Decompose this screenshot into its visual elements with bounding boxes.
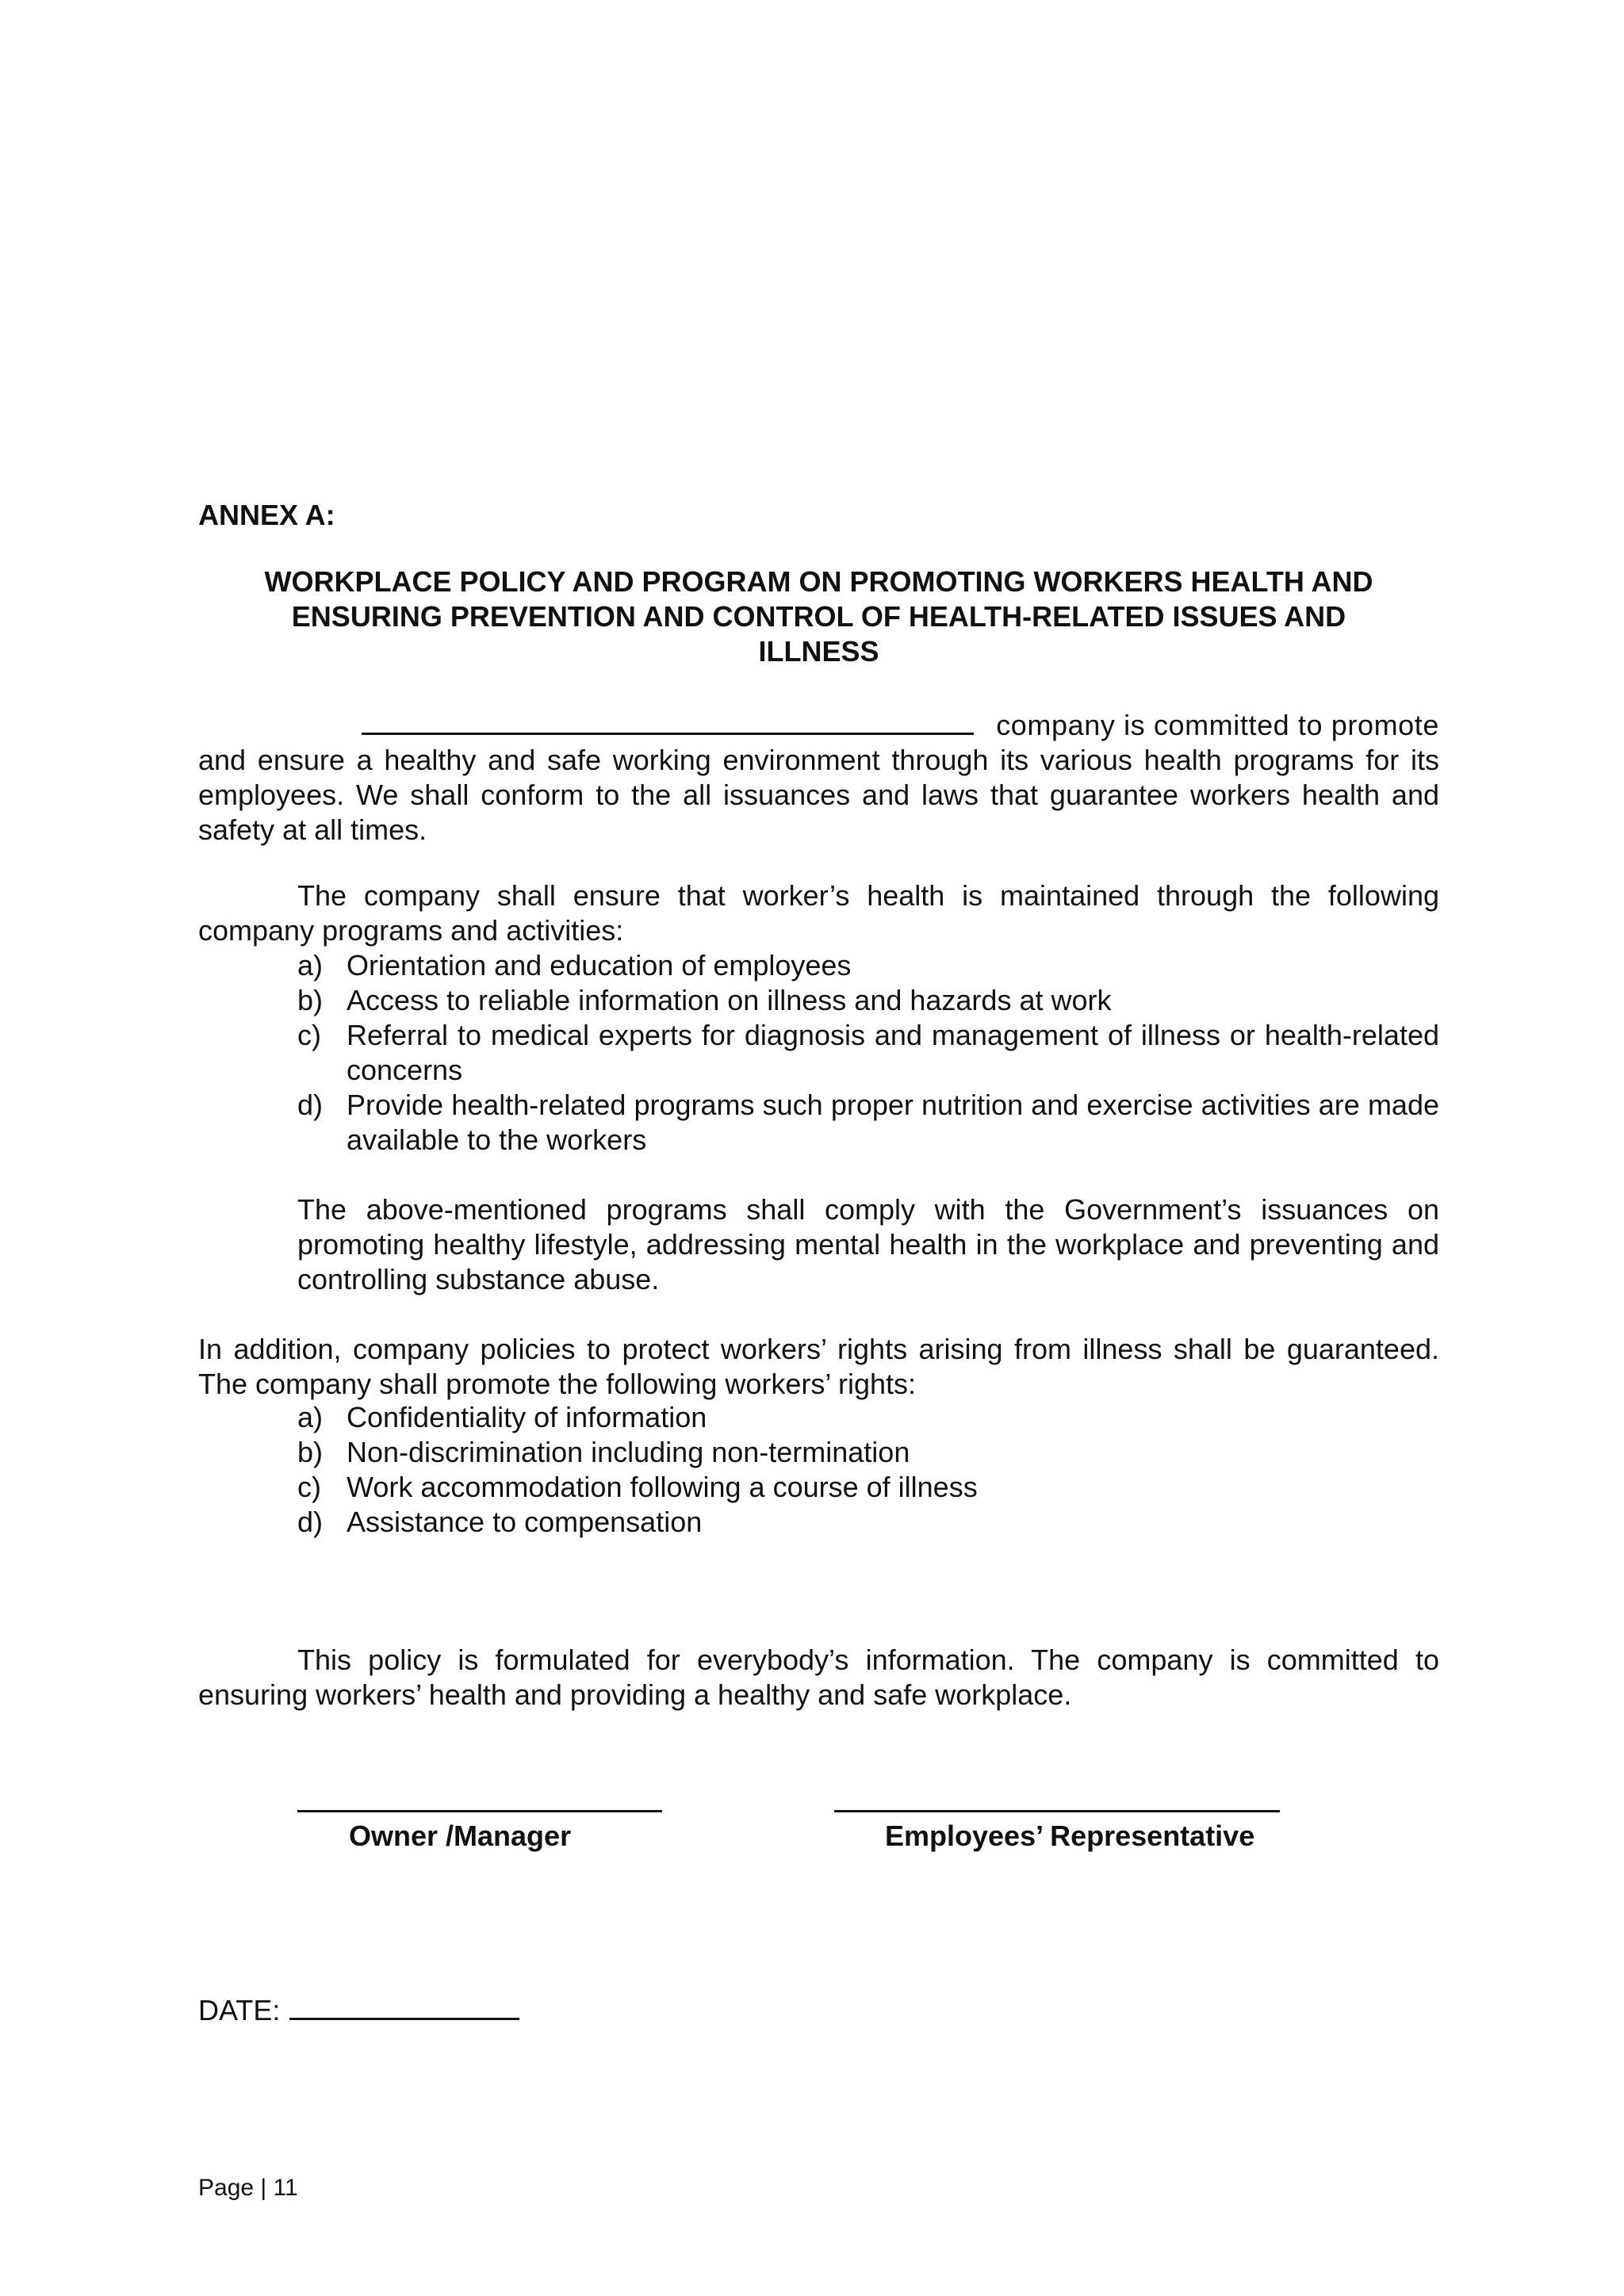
- list-marker: d): [297, 1089, 324, 1121]
- list-item-text: Provide health-related programs such proper nutrition and exercise activities are made available to the workers: [347, 1089, 1439, 1156]
- list-marker: b): [297, 1436, 324, 1468]
- list-item: [297, 1470, 1439, 1505]
- title-line: ILLNESS: [758, 635, 879, 668]
- list-item: [297, 983, 1439, 1018]
- rights-list: [297, 1400, 1439, 1540]
- annex-label: ANNEX A:: [198, 499, 335, 531]
- list-item: [297, 1435, 1439, 1470]
- list-item-text: Work accommodation following a course of illness: [347, 1471, 978, 1503]
- list-marker: c): [297, 1019, 321, 1051]
- page-number-footer: Page | 11: [198, 2175, 298, 2201]
- list-item: [297, 1505, 1439, 1540]
- programs-compliance-paragraph: The above-mentioned programs shall comply with the Government’s issuances on promoting healthy lifestyle, addressing mental health in the workplace and preventing and controlling substance abuse.: [297, 1193, 1439, 1295]
- date-row: [198, 1993, 519, 2028]
- closing-paragraph: This policy is formulated for everybody’s information. The company is committed to ensuring workers’ health and providing a healthy and safe workplace.: [198, 1644, 1439, 1711]
- owner-signature-label: Owner /Manager: [349, 1820, 572, 1852]
- list-item-text: Non-discrimination including non-termination: [347, 1436, 910, 1468]
- commitment-first-line: [198, 706, 1439, 743]
- owner-signature-line[interactable]: [297, 1810, 662, 1812]
- programs-list: [297, 948, 1439, 1158]
- list-marker: d): [297, 1506, 324, 1538]
- list-marker: a): [297, 949, 324, 982]
- commitment-rest-text: and ensure a healthy and safe working environment through its various health programs for its employees. We shall conform to the all issuances and laws that guarantee workers health and safety at all times.: [198, 744, 1439, 846]
- list-item-text: Access to reliable information on illness and hazards at work: [347, 984, 1112, 1016]
- company-name-blank[interactable]: [362, 706, 974, 735]
- date-blank[interactable]: [289, 1994, 519, 2020]
- list-item-text: Orientation and education of employees: [347, 949, 852, 982]
- list-item-text: Confidentiality of information: [347, 1401, 707, 1433]
- title-line: ENSURING PREVENTION AND CONTROL OF HEALTH-RELATED ISSUES AND: [291, 600, 1346, 633]
- list-marker: a): [297, 1401, 324, 1433]
- list-item-text: Assistance to compensation: [347, 1506, 703, 1538]
- representative-signature-label: Employees’ Representative: [885, 1820, 1255, 1852]
- commitment-paragraph: [198, 706, 1439, 848]
- title-line: WORKPLACE POLICY AND PROGRAM ON PROMOTING WORKERS HEALTH AND: [264, 565, 1373, 598]
- list-marker: b): [297, 984, 324, 1016]
- list-marker: c): [297, 1471, 321, 1503]
- list-item: [297, 948, 1439, 983]
- rights-intro-paragraph: In addition, company policies to protect workers’ rights arising from illness shall be guaranteed. The company shall promote the following workers’ rights:: [198, 1333, 1439, 1400]
- date-label: DATE:: [198, 1994, 281, 2026]
- list-item: [297, 1018, 1439, 1088]
- programs-intro: The company shall ensure that worker’s health is maintained through the following company programs and activities:: [198, 879, 1439, 947]
- representative-signature-line[interactable]: [834, 1810, 1280, 1812]
- list-item-text: Referral to medical experts for diagnosis and management of illness or health-related concerns: [347, 1019, 1439, 1086]
- list-item: [297, 1088, 1439, 1158]
- list-item: [297, 1400, 1439, 1435]
- policy-title: [198, 564, 1439, 669]
- commitment-first-text: company is committed to promote: [996, 709, 1439, 741]
